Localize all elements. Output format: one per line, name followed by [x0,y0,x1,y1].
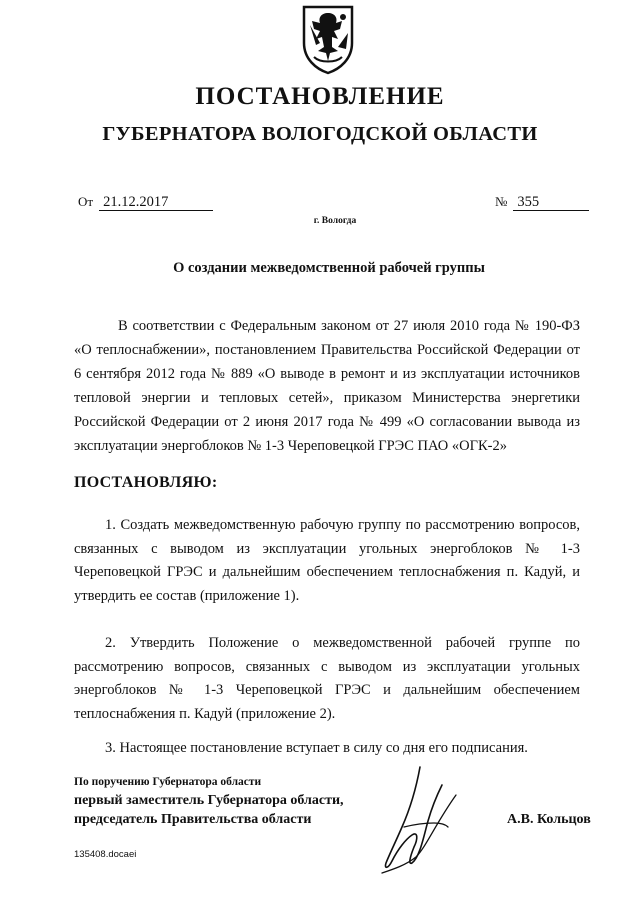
city-label: г. Вологда [313,216,357,226]
signature-position-line-2: председатель Правительства области [74,812,312,827]
number-prefix: № [495,194,508,209]
decree-item-2: 2. Утвердить Положение о межведомственной рабочей группе по рассмотрению вопросов, связанных с выводом из эксплуатации угольных энергоблоков № 1-3 Череповецкой ГРЭС и дальнейшим обеспечением теплоснабжения п. Кадуй (приложение 2). [74,635,580,722]
date-value: 21.12.2017 [99,194,213,211]
number-field [495,194,589,211]
decree-item-1: 1. Создать межведомственную рабочую группу по рассмотрению вопросов, связанных с выводом из эксплуатации угольных энергоблоков № 1-3 Череповецкой ГРЭС и дальнейшим обеспечением теплоснабжения п. Кадуй, и утвердить ее состав (приложение 1). [74,517,580,604]
coat-of-arms-icon [298,3,358,75]
date-field [78,194,213,211]
signature-authority-line: По поручению Губернатора области [74,776,262,788]
document-subtitle: ГУБЕРНАТОРА ВОЛОГОДСКОЙ ОБЛАСТИ [102,123,538,145]
decree-heading: ПОСТАНОВЛЯЮ: [74,474,218,491]
number-value: 355 [513,194,589,211]
handwritten-signature [376,765,464,877]
signer-name: А.В. Кольцов [507,812,591,827]
date-prefix: От [78,194,94,209]
document-file-id: 135408.docaei [74,849,137,860]
document-subject: О создании межведомственной рабочей группы [173,260,485,276]
signature-position-line-1: первый заместитель Губернатора области, [74,793,344,808]
preamble-paragraph: В соответствии с Федеральным законом от 27 июля 2010 года № 190-ФЗ «О теплоснабжении», постановлением Правительства Российской Федерации от 6 сентября 2012 года № 889 «О выводе в ремонт и из эксплуатации источников тепловой энергии и тепловых сетей», приказом Министерства энергетики Российской Федерации от 2 июня 2017 года № 499 «О согласовании вывода из эксплуатации энергоблоков № 1-3 Череповецкой ГРЭС ПАО «ОГК-2» [74,318,580,454]
decree-item-3: 3. Настоящее постановление вступает в силу со дня его подписания. [105,740,528,756]
document-title: ПОСТАНОВЛЕНИЕ [195,83,445,110]
